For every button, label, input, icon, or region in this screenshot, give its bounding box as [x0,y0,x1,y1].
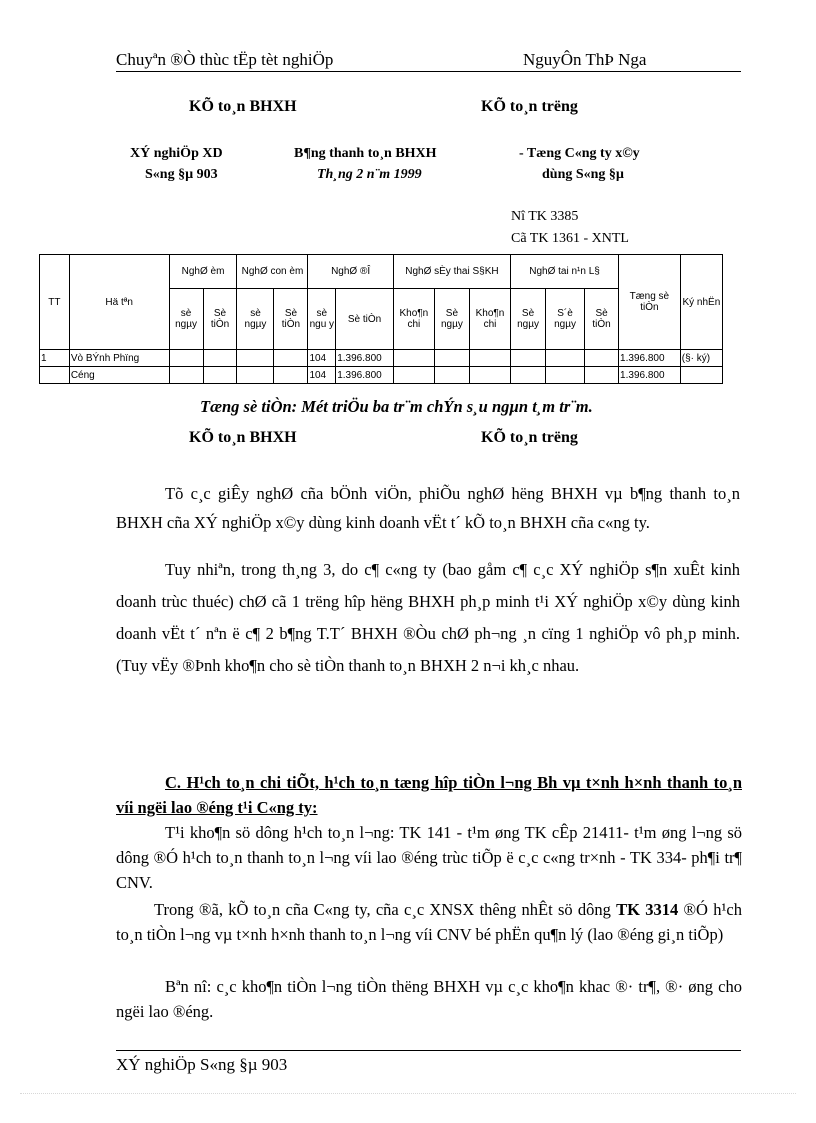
sub-header-money: Sè tiÒn [274,289,308,350]
cell-maternity-days: 104 [308,350,336,367]
col-header-accident: NghØ tai n¹n L§ [511,255,619,289]
col-header-tt: TT [40,255,70,350]
doc-title: B¶ng thanh to¸n BHXH [294,146,437,161]
footer-text: XÝ nghiÖp S«ng §µ 903 [116,1055,288,1074]
sub-header-money: Sè tiÒn [336,289,394,350]
header-right: NguyÔn ThÞ Nga [523,50,647,69]
paragraph-4 [116,897,742,947]
table-header-row [40,255,723,289]
col-header-sick: NghØ èm [169,255,237,289]
col-header-total: Tæng sè tiÒn [619,255,681,350]
sign-bottom-left: KÕ to¸n BHXH [189,429,297,446]
sub-header-section: Kho¶n chi [393,289,434,350]
sub-header-days: Sè ngµy [434,289,469,350]
sub-header-days: Sè ngµy [511,289,546,350]
paragraph-3: T¹i kho¶n sö dông h¹ch to¸n l¬ng: TK 141 - t¹m øng TK cÊp 21411- t¹m øng l¬ng sö dông ®Ó h¹ch to¸n thanh to¸n l¬ng víi lao ®éng trùc tiÕp ë c¸c c«ng tr×nh - TK 334- ph¶i tr¶ CNV. [116,823,742,892]
header-rule [116,71,741,72]
sub-header-section: Kho¶n chi [469,289,510,350]
cell-maternity-money: 1.396.800 [336,367,394,384]
header-left: Chuyªn ®Ò thùc tËp tèt nghiÖp [116,50,334,69]
credit-account: Cã TK 1361 - XNTL [511,231,629,246]
bhxh-table [39,254,723,384]
cell-total: 1.396.800 [619,367,681,384]
company-line-2: dùng S«ng §µ [542,167,624,182]
sub-header-days: sè ngu y [308,289,336,350]
doc-period: Th¸ng 2 n¨m 1999 [317,167,422,182]
company-line-1: - Tæng C«ng ty x©y [519,146,640,161]
cell-sign: (§· ký) [680,350,722,367]
table-row [40,350,723,367]
cell-maternity-days: 104 [308,367,336,384]
col-header-child-sick: NghØ con èm [237,255,308,289]
cell-tt: 1 [40,350,70,367]
unit-line-2: S«ng §µ 903 [145,167,218,182]
sub-header-days: S´è ngµy [546,289,585,350]
cell-sign [680,367,722,384]
paragraph-5: Bªn nî: c¸c kho¶n tiÒn l¬ng tiÒn thëng BHXH vµ c¸c kho¶n khac ®· tr¶, ®· øng cho ngëi lao ®éng. [116,977,742,1021]
cell-name: Céng [69,367,169,384]
col-header-sign: Ký nhËn [680,255,722,350]
cell-name: Vò BÝnh Phïng [69,350,169,367]
section-title: C. H¹ch to¸n chi tiÕt, h¹ch to¸n tæng hîp tiÒn l¬ng Bh vµ t×nh h×nh thanh to¸n víi ngëi lao ®éng t¹i C«ng ty: [116,773,742,817]
cell-total: 1.396.800 [619,350,681,367]
sub-header-days: sè ngµy [237,289,274,350]
debit-account: Nî TK 3385 [511,209,579,224]
footer-rule [116,1050,741,1051]
total-in-words: Tæng sè tiÒn: Mét triÖu ba tr¨m chÝn s¸u ngµn t¸m tr¨m. [200,397,593,416]
paragraph-4-end: ®Ó h¹ch to¸n tiÒn l¬ng vµ t×nh h×nh thanh to¸n l¬ng víi CNV bé phËn qu¶n lý (lao ®éng gi¸n tiÕp) [116,900,742,944]
cell-maternity-money: 1.396.800 [336,350,394,367]
unit-line-1: XÝ nghiÖp XD [130,146,223,161]
page-edge [20,1093,796,1094]
sub-header-days: sè ngµy [169,289,203,350]
paragraph-4-start: Trong ®ã, kÕ to¸n cña C«ng ty, cña c¸c XNSX thêng nhÊt sö dông [154,900,617,919]
sub-header-money: Sè tiÒn [203,289,237,350]
account-3314: TK 3314 [616,900,679,919]
col-header-maternity: NghØ ®Î [308,255,393,289]
col-header-name: Hä tªn [69,255,169,350]
table-row [40,367,723,384]
cell-tt [40,367,70,384]
paragraph-2: Tuy nhiªn, trong th¸ng 3, do c¶ c«ng ty (bao gåm c¶ c¸c XÝ nghiÖp s¶n xuÊt kinh doanh trùc thuéc) chØ cã 1 trëng hîp hëng BHXH ph¸p minh t¹i XÝ nghiÖp x©y dùng kinh doanh vËt t´ nªn ë c¶ 2 b¶ng T.T´ BHXH ®Òu chØ ph¬ng ¸n cïng 1 nghiÖp vô ph¸p minh.(Tuy vËy ®Þnh kho¶n cho sè tiÒn thanh to¸n BHXH 2 n¬i kh¸c nhau. [116,560,740,675]
sign-top-left: KÕ to¸n BHXH [189,98,297,115]
paragraph-1: Tõ c¸c giÊy nghØ cña bÖnh viÖn, phiÕu nghØ hëng BHXH vµ b¶ng thanh to¸n BHXH cña XÝ nghiÖp x©y dùng kinh doanh vËt t´ kÕ to¸n BHXH cña c«ng ty. [116,484,740,532]
sign-bottom-right: KÕ to¸n trëng [481,429,578,446]
col-header-miscarriage: NghØ sÈy thai S§KH [393,255,510,289]
sign-top-right: KÕ to¸n trëng [481,98,578,115]
sub-header-money: Sè tiÒn [585,289,619,350]
